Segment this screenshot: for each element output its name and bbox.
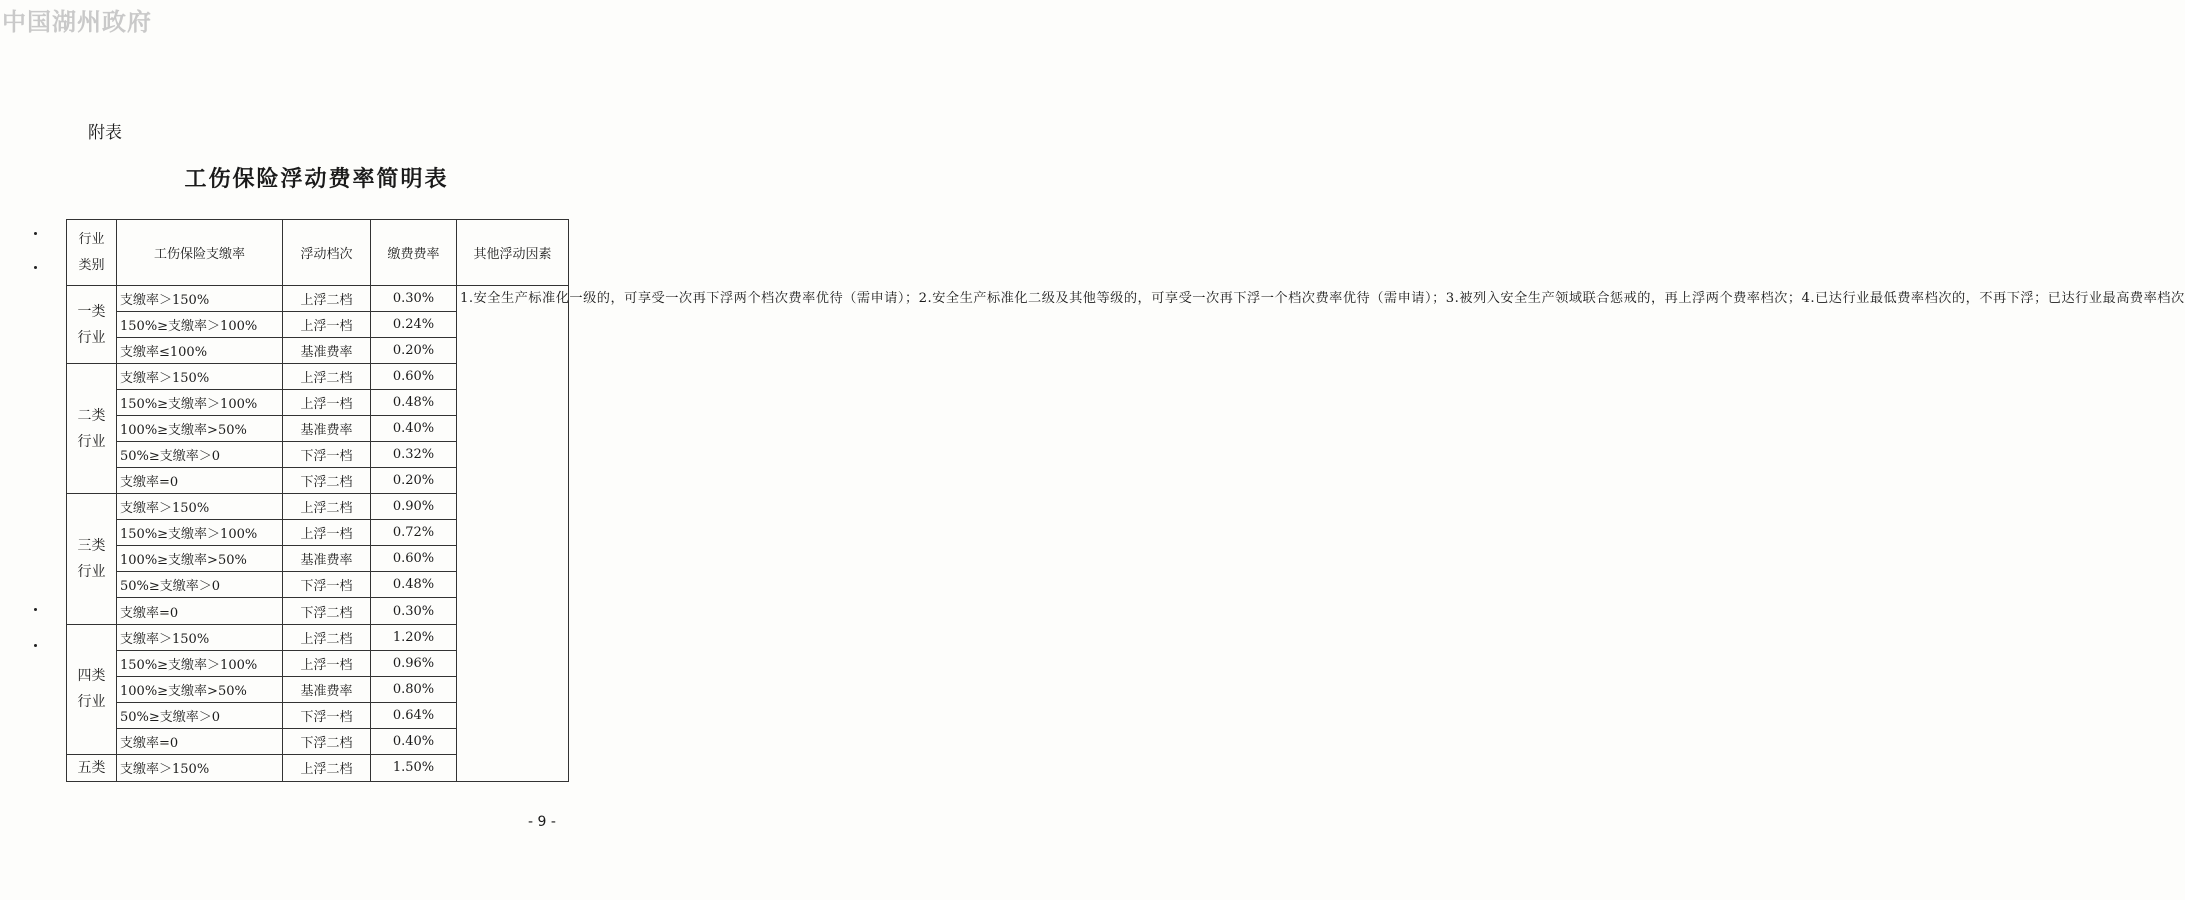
float-level: 上浮一档 bbox=[283, 650, 371, 676]
payout-condition: 150%≥支缴率＞100% bbox=[117, 390, 283, 416]
other-factors-notes: 1.安全生产标准化一级的，可享受一次再下浮两个档次费率优待（需申请）；2.安全生产标准化二级及其他等级的，可享受一次再下浮一个档次费率优待（需申请）；3.被列入安全生产领域联合惩戒的，再上浮两个费率档次；4.已达行业最低费率档次的，不再下浮；已达行业最高费率档次 bbox=[457, 286, 569, 782]
float-level: 上浮二档 bbox=[283, 624, 371, 650]
payout-condition: 支缴率＞150% bbox=[117, 364, 283, 390]
header-other-factors: 其他浮动因素 bbox=[457, 220, 569, 286]
category-cell: 二类 行业 bbox=[67, 364, 117, 494]
payout-condition: 150%≥支缴率＞100% bbox=[117, 650, 283, 676]
float-level: 上浮二档 bbox=[283, 364, 371, 390]
margin-mark bbox=[34, 608, 37, 611]
float-level: 下浮一档 bbox=[283, 442, 371, 468]
category-cell: 一类 行业 bbox=[67, 286, 117, 364]
float-level: 下浮二档 bbox=[283, 728, 371, 754]
contribution-rate: 0.20% bbox=[371, 468, 457, 494]
contribution-rate: 0.30% bbox=[371, 598, 457, 624]
float-level: 基准费率 bbox=[283, 338, 371, 364]
payout-condition: 支缴率≤100% bbox=[117, 338, 283, 364]
contribution-rate: 1.50% bbox=[371, 754, 457, 781]
table-header-row bbox=[67, 220, 569, 286]
float-level: 上浮二档 bbox=[283, 494, 371, 520]
payout-condition: 100%≥支缴率>50% bbox=[117, 416, 283, 442]
float-level: 基准费率 bbox=[283, 676, 371, 702]
float-level: 下浮二档 bbox=[283, 468, 371, 494]
table-row bbox=[67, 286, 569, 312]
payout-condition: 50%≥支缴率＞0 bbox=[117, 442, 283, 468]
contribution-rate: 0.60% bbox=[371, 364, 457, 390]
category-cell: 五类 bbox=[67, 754, 117, 781]
payout-condition: 50%≥支缴率＞0 bbox=[117, 572, 283, 598]
payout-condition: 50%≥支缴率＞0 bbox=[117, 702, 283, 728]
watermark: 中国湖州政府 bbox=[2, 7, 152, 36]
rate-table bbox=[66, 219, 2185, 782]
payout-condition: 支缴率=0 bbox=[117, 728, 283, 754]
contribution-rate: 0.96% bbox=[371, 650, 457, 676]
payout-condition: 100%≥支缴率>50% bbox=[117, 546, 283, 572]
float-level: 上浮一档 bbox=[283, 520, 371, 546]
page-number: - 9 - bbox=[528, 814, 556, 830]
header-payout-rate: 工伤保险支缴率 bbox=[117, 220, 283, 286]
header-contribution-rate: 缴费费率 bbox=[371, 220, 457, 286]
contribution-rate: 0.72% bbox=[371, 520, 457, 546]
float-level: 下浮二档 bbox=[283, 598, 371, 624]
float-level: 基准费率 bbox=[283, 546, 371, 572]
contribution-rate: 0.80% bbox=[371, 676, 457, 702]
header-float-level: 浮动档次 bbox=[283, 220, 371, 286]
margin-mark bbox=[34, 644, 37, 647]
float-level: 上浮二档 bbox=[283, 286, 371, 312]
contribution-rate: 0.30% bbox=[371, 286, 457, 312]
payout-condition: 支缴率＞150% bbox=[117, 494, 283, 520]
payout-condition: 150%≥支缴率＞100% bbox=[117, 312, 283, 338]
margin-mark bbox=[34, 232, 37, 235]
payout-condition: 100%≥支缴率>50% bbox=[117, 676, 283, 702]
header-category: 行业 类别 bbox=[67, 220, 117, 286]
payout-condition: 支缴率＞150% bbox=[117, 754, 283, 781]
contribution-rate: 0.40% bbox=[371, 728, 457, 754]
contribution-rate: 0.64% bbox=[371, 702, 457, 728]
float-level: 上浮一档 bbox=[283, 312, 371, 338]
contribution-rate: 0.48% bbox=[371, 572, 457, 598]
category-cell: 四类 行业 bbox=[67, 624, 117, 754]
category-cell: 三类 行业 bbox=[67, 494, 117, 624]
contribution-rate: 0.60% bbox=[371, 546, 457, 572]
contribution-rate: 1.20% bbox=[371, 624, 457, 650]
appendix-label: 附表 bbox=[88, 123, 122, 143]
margin-mark bbox=[34, 266, 37, 269]
contribution-rate: 0.24% bbox=[371, 312, 457, 338]
float-level: 下浮一档 bbox=[283, 572, 371, 598]
contribution-rate: 0.90% bbox=[371, 494, 457, 520]
float-level: 基准费率 bbox=[283, 416, 371, 442]
payout-condition: 支缴率＞150% bbox=[117, 286, 283, 312]
float-level: 下浮一档 bbox=[283, 702, 371, 728]
contribution-rate: 0.40% bbox=[371, 416, 457, 442]
payout-condition: 支缴率=0 bbox=[117, 468, 283, 494]
page-title: 工伤保险浮动费率简明表 bbox=[184, 166, 449, 192]
contribution-rate: 0.32% bbox=[371, 442, 457, 468]
float-level: 上浮一档 bbox=[283, 390, 371, 416]
payout-condition: 150%≥支缴率＞100% bbox=[117, 520, 283, 546]
contribution-rate: 0.20% bbox=[371, 338, 457, 364]
payout-condition: 支缴率=0 bbox=[117, 598, 283, 624]
contribution-rate: 0.48% bbox=[371, 390, 457, 416]
float-level: 上浮二档 bbox=[283, 754, 371, 781]
payout-condition: 支缴率＞150% bbox=[117, 624, 283, 650]
